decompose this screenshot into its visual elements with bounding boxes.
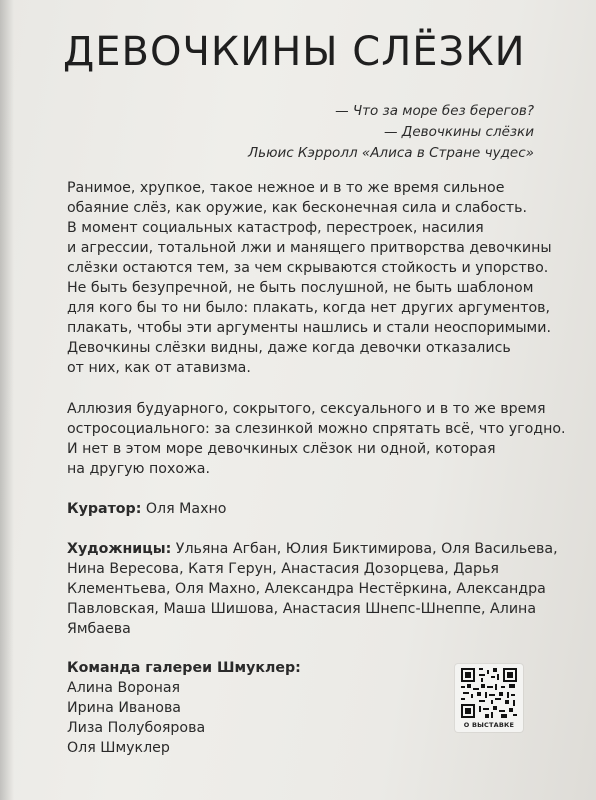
text-line: Аллюзия будуарного, сокрытого, сексуального и в то же время <box>67 401 546 417</box>
artists-label: Художницы: <box>67 541 172 557</box>
curator-name: Оля Махно <box>145 501 227 517</box>
artists-names: Ямбаева <box>67 621 131 637</box>
text-line: обаяние слёз, как оружие, как бесконечная сила и слабость. <box>67 200 527 216</box>
artists-names: Павловская, Маша Шишова, Анастасия Шнепс-Шнеппе, Алина <box>67 601 537 617</box>
text-line: для кого бы то ни было: плакать, когда нет других аргументов, <box>67 300 551 316</box>
epigraph-source: Льюис Кэрролл «Алиса в Стране чудес» <box>247 145 534 161</box>
text-line: и агрессии, тотальной лжи и манящего притворства девочкины <box>67 240 552 256</box>
wall-shadow <box>0 0 14 800</box>
artists-credit <box>67 539 558 639</box>
artists-names: Клементьева, Оля Махно, Александра Нестёркина, Александра <box>67 581 546 597</box>
curator-credit <box>67 499 547 519</box>
text-line: на другую похожа. <box>67 461 211 477</box>
team-member: Алина Вороная <box>67 680 181 696</box>
page-title: ДЕВОЧКИНЫ СЛЁЗКИ <box>63 29 526 75</box>
team-member: Ирина Иванова <box>67 700 181 716</box>
text-line: Девочкины слёзки видны, даже когда девочки отказались <box>67 340 511 356</box>
qr-caption: О ВЫСТАВКЕ <box>463 721 515 729</box>
epigraph-line: — Девочкины слёзки <box>383 124 534 140</box>
text-line: плакать, чтобы эти аргументы нашлись и стали неоспоримыми. <box>67 320 551 336</box>
text-line: Ранимое, хрупкое, такое нежное и в то же время сильное <box>67 180 505 196</box>
text-line: слёзки остаются тем, за чем скрываются стойкость и упорство. <box>67 260 549 276</box>
team-member: Оля Шмуклер <box>67 740 170 756</box>
artists-names: Ульяна Агбан, Юлия Биктимирова, Оля Васильева, <box>175 541 558 557</box>
team-member: Лиза Полубоярова <box>67 720 206 736</box>
text-line: остросоциального: за слезинкой можно спрятать всё, что угодно. <box>67 421 566 437</box>
artists-names: Нина Вересова, Катя Герун, Анастасия Дозорцева, Дарья <box>67 561 499 577</box>
epigraph <box>114 101 534 164</box>
description-paragraph-2 <box>67 399 566 479</box>
text-line: И нет в этом море девочкиных слёзок ни одной, которая <box>67 441 496 457</box>
qr-code-sticker[interactable] <box>455 664 523 732</box>
team-label: Команда галереи Шмуклер: <box>67 660 301 676</box>
qr-code-icon <box>461 668 517 718</box>
text-line: от них, как от атавизма. <box>67 360 251 376</box>
text-line: Не быть безупречной, не быть послушной, не быть шаблоном <box>67 280 534 296</box>
description-paragraph-1 <box>67 178 552 378</box>
epigraph-line: — Что за море без берегов? <box>335 103 534 119</box>
text-line: В момент социальных катастроф, перестроек, насилия <box>67 220 484 236</box>
curator-label: Куратор: <box>67 501 142 517</box>
